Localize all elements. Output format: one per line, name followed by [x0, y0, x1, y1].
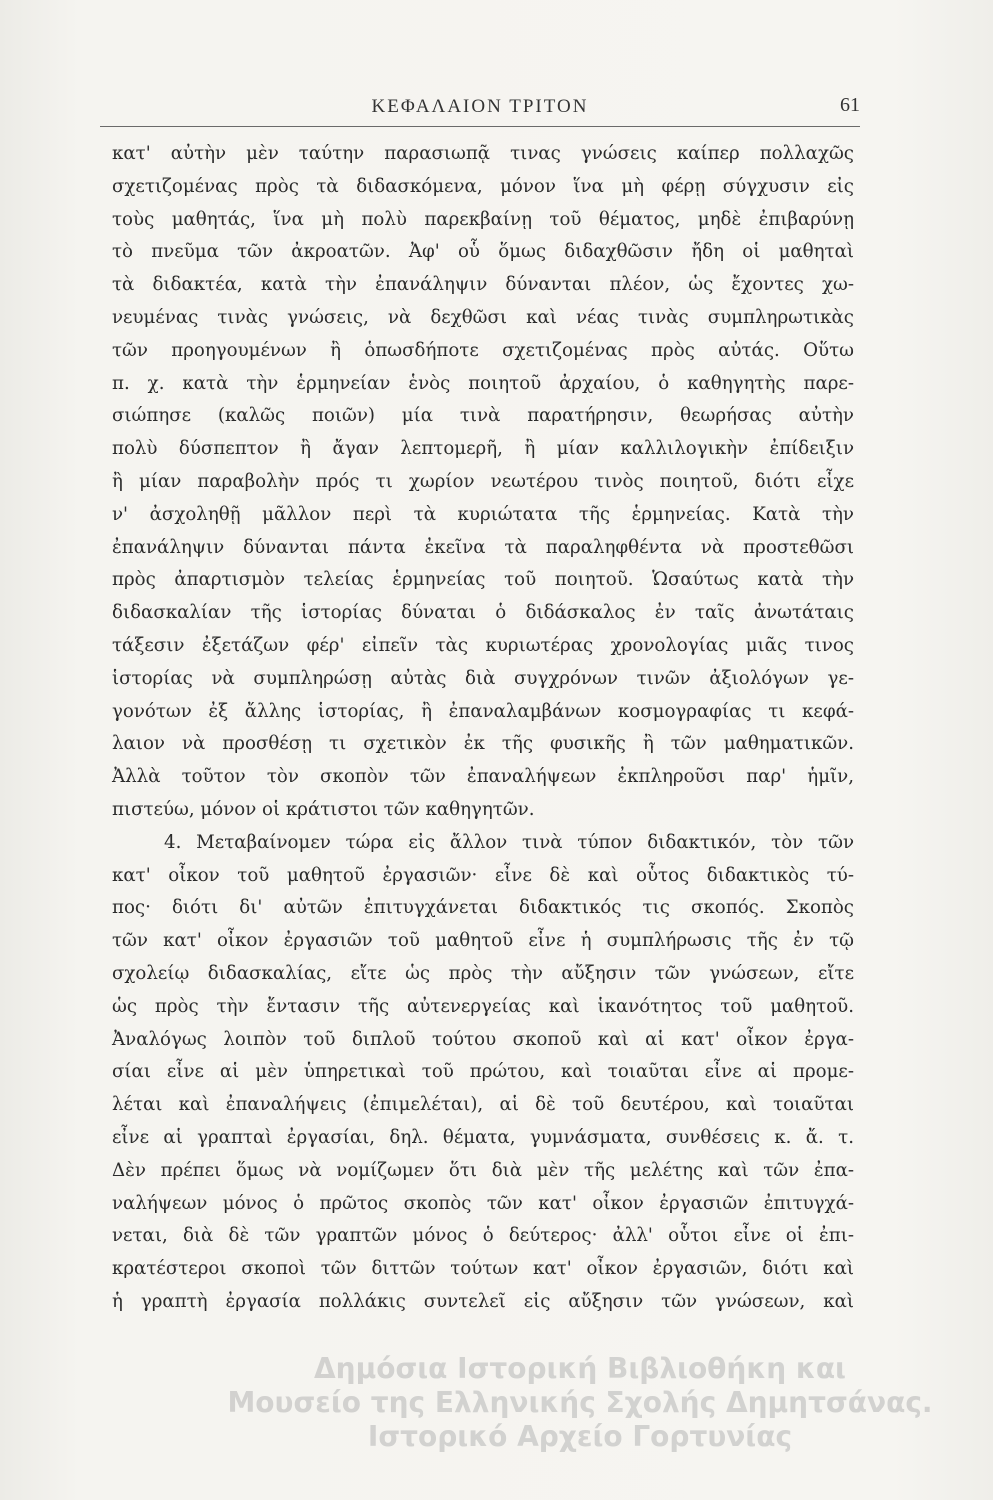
text-line: τὰ διδακτέα, κατὰ τὴν ἐπανάληψιν δύνανται πλέον, ὡς ἔχοντες χω- — [112, 274, 854, 296]
text-line: νεται, διὰ δὲ τῶν γραπτῶν μόνος ὁ δεύτερος· ἀλλ' οὗτοι εἶνε οἱ ἐπι- — [112, 1225, 854, 1247]
paragraph-start-line: 4. Μεταβαίνομεν τώρα εἰς ἄλλον τινὰ τύπον διδακτικόν, τὸν τῶν — [164, 831, 854, 853]
text-line: κρατέστεροι σκοποὶ τῶν διττῶν τούτων κατ' οἶκον ἐργασιῶν, διότι καὶ — [112, 1258, 854, 1280]
text-line: πιστεύω, μόνον οἱ κράτιστοι τῶν καθηγητῶν. — [112, 798, 535, 820]
text-line: πρὸς ἀπαρτισμὸν τελείας ἑρμηνείας τοῦ ποιητοῦ. Ὡσαύτως κατὰ τὴν — [112, 569, 854, 591]
text-line: τῶν κατ' οἶκον ἐργασιῶν τοῦ μαθητοῦ εἶνε ἡ συμπλήρωσις τῆς ἐν τῷ — [112, 930, 854, 952]
running-head: ΚΕΦΑΛΑΙΟΝ ΤΡΙΤΟΝ — [371, 96, 589, 117]
text-line: Ἀναλόγως λοιπὸν τοῦ διπλοῦ τούτου σκοποῦ καὶ αἱ κατ' οἶκον ἐργα- — [112, 1028, 854, 1050]
text-line: τοὺς μαθητάς, ἵνα μὴ πολὺ παρεκβαίνῃ τοῦ θέματος, μηδὲ ἐπιβαρύνῃ — [112, 208, 854, 230]
text-line: ναλήψεων μόνος ὁ πρῶτος σκοπὸς τῶν κατ' οἶκον ἐργασιῶν ἐπιτυγχά- — [112, 1192, 854, 1214]
text-line: σίαι εἶνε αἱ μὲν ὑπηρετικαὶ τοῦ πρώτου, καὶ τοιαῦται εἶνε αἱ προμε- — [112, 1061, 854, 1083]
watermark-line: Μουσείο της Ελληνικής Σχολής Δημητσάνας. — [227, 1386, 933, 1419]
text-line: σχολείῳ διδασκαλίας, εἴτε ὡς πρὸς τὴν αὔξησιν τῶν γνώσεων, εἴτε — [112, 962, 854, 984]
text-line: ν' ἀσχοληθῇ μᾶλλον περὶ τὰ κυριώτατα τῆς ἑρμηνείας. Κατὰ τὴν — [112, 503, 854, 525]
watermark-line: Ιστορικό Αρχείο Γορτυνίας — [367, 1420, 793, 1453]
text-line: νευμένας τινὰς γνώσεις, νὰ δεχθῶσι καὶ νέας τινὰς συμπληρωτικὰς — [112, 306, 854, 328]
text-line: πολὺ δύσπεπτον ἢ ἄγαν λεπτομερῆ, ἢ μίαν καλλιλογικὴν ἐπίδειξιν — [112, 438, 854, 460]
text-line: γονότων ἐξ ἄλλης ἱστορίας, ἢ ἐπαναλαμβάνων κοσμογραφίας τι κεφά- — [112, 700, 854, 722]
text-line: π. χ. κατὰ τὴν ἑρμηνείαν ἑνὸς ποιητοῦ ἀρχαίου, ὁ καθηγητὴς παρε- — [112, 372, 854, 394]
text-line: κατ' οἶκον τοῦ μαθητοῦ ἐργασιῶν· εἶνε δὲ καὶ οὗτος διδακτικὸς τύ- — [112, 864, 854, 886]
text-line: ἢ μίαν παραβολὴν πρός τι χωρίον νεωτέρου τινὸς ποιητοῦ, διότι εἶχε — [112, 470, 854, 492]
text-line: σιώπησε (καλῶς ποιῶν) μία τινὰ παρατήρησιν, θεωρήσας αὐτὴν — [112, 405, 854, 427]
watermark-line: Δημόσια Ιστορική Βιβλιοθήκη και — [314, 1352, 846, 1385]
text-line: κατ' αὐτὴν μὲν ταύτην παρασιωπᾷ τινας γνώσεις καίπερ πολλαχῶς — [112, 143, 854, 164]
page-header — [100, 94, 860, 128]
text-line: πος· διότι δι' αὐτῶν ἐπιτυγχάνεται διδακτικός τις σκοπός. Σκοπὸς — [112, 897, 854, 919]
text-line: τάξεσιν ἐξετάζων φέρ' εἰπεῖν τὰς κυριωτέρας χρονολογίας μιᾶς τινος — [112, 634, 854, 656]
text-line: σχετιζομένας πρὸς τὰ διδασκόμενα, μόνον ἵνα μὴ φέρῃ σύγχυσιν εἰς — [112, 175, 854, 197]
text-line: διδασκαλίαν τῆς ἱστορίας δύναται ὁ διδάσκαλος ἐν ταῖς ἀνωτάταις — [112, 602, 854, 624]
text-line: τῶν προηγουμένων ἢ ὁπωσδήποτε σχετιζομένας πρὸς αὐτάς. Οὕτω — [112, 339, 854, 361]
text-line: Δὲν πρέπει ὅμως νὰ νομίζωμεν ὅτι διὰ μὲν τῆς μελέτης καὶ τῶν ἐπα- — [112, 1159, 854, 1181]
text-line: λαιον νὰ προσθέσῃ τι σχετικὸν ἐκ τῆς φυσικῆς ἢ τῶν μαθηματικῶν. — [112, 733, 854, 755]
text-line: τὸ πνεῦμα τῶν ἀκροατῶν. Ἀφ' οὗ ὅμως διδαχθῶσιν ἤδη οἱ μαθηταὶ — [112, 241, 854, 263]
header-rule — [100, 126, 860, 127]
body-text — [112, 138, 854, 1319]
text-line: Ἀλλὰ τοῦτον τὸν σκοπὸν τῶν ἐπαναλήψεων ἐκπληροῦσι παρ' ἡμῖν, — [112, 766, 854, 788]
page-number: 61 — [840, 94, 860, 116]
text-line: ἡ γραπτὴ ἐργασία πολλάκις συντελεῖ εἰς αὔξησιν τῶν γνώσεων, καὶ — [112, 1290, 854, 1312]
text-line: ἐπανάληψιν δύνανται πάντα ἐκεῖνα τὰ παραληφθέντα νὰ προστεθῶσι — [112, 536, 854, 558]
archive-watermark — [200, 1352, 960, 1454]
text-line: εἶνε αἱ γραπταὶ ἐργασίαι, δηλ. θέματα, γυμνάσματα, συνθέσεις κ. ἄ. τ. — [112, 1126, 854, 1148]
text-line: ἱστορίας νὰ συμπληρώσῃ αὐτὰς διὰ συγχρόνων τινῶν ἀξιολόγων γε- — [112, 667, 854, 689]
text-line: ὡς πρὸς τὴν ἔντασιν τῆς αὐτενεργείας καὶ ἱκανότητος τοῦ μαθητοῦ. — [112, 995, 854, 1017]
text-line: λέται καὶ ἐπαναλήψεις (ἐπιμελέται), αἱ δὲ τοῦ δευτέρου, καὶ τοιαῦται — [112, 1094, 854, 1116]
